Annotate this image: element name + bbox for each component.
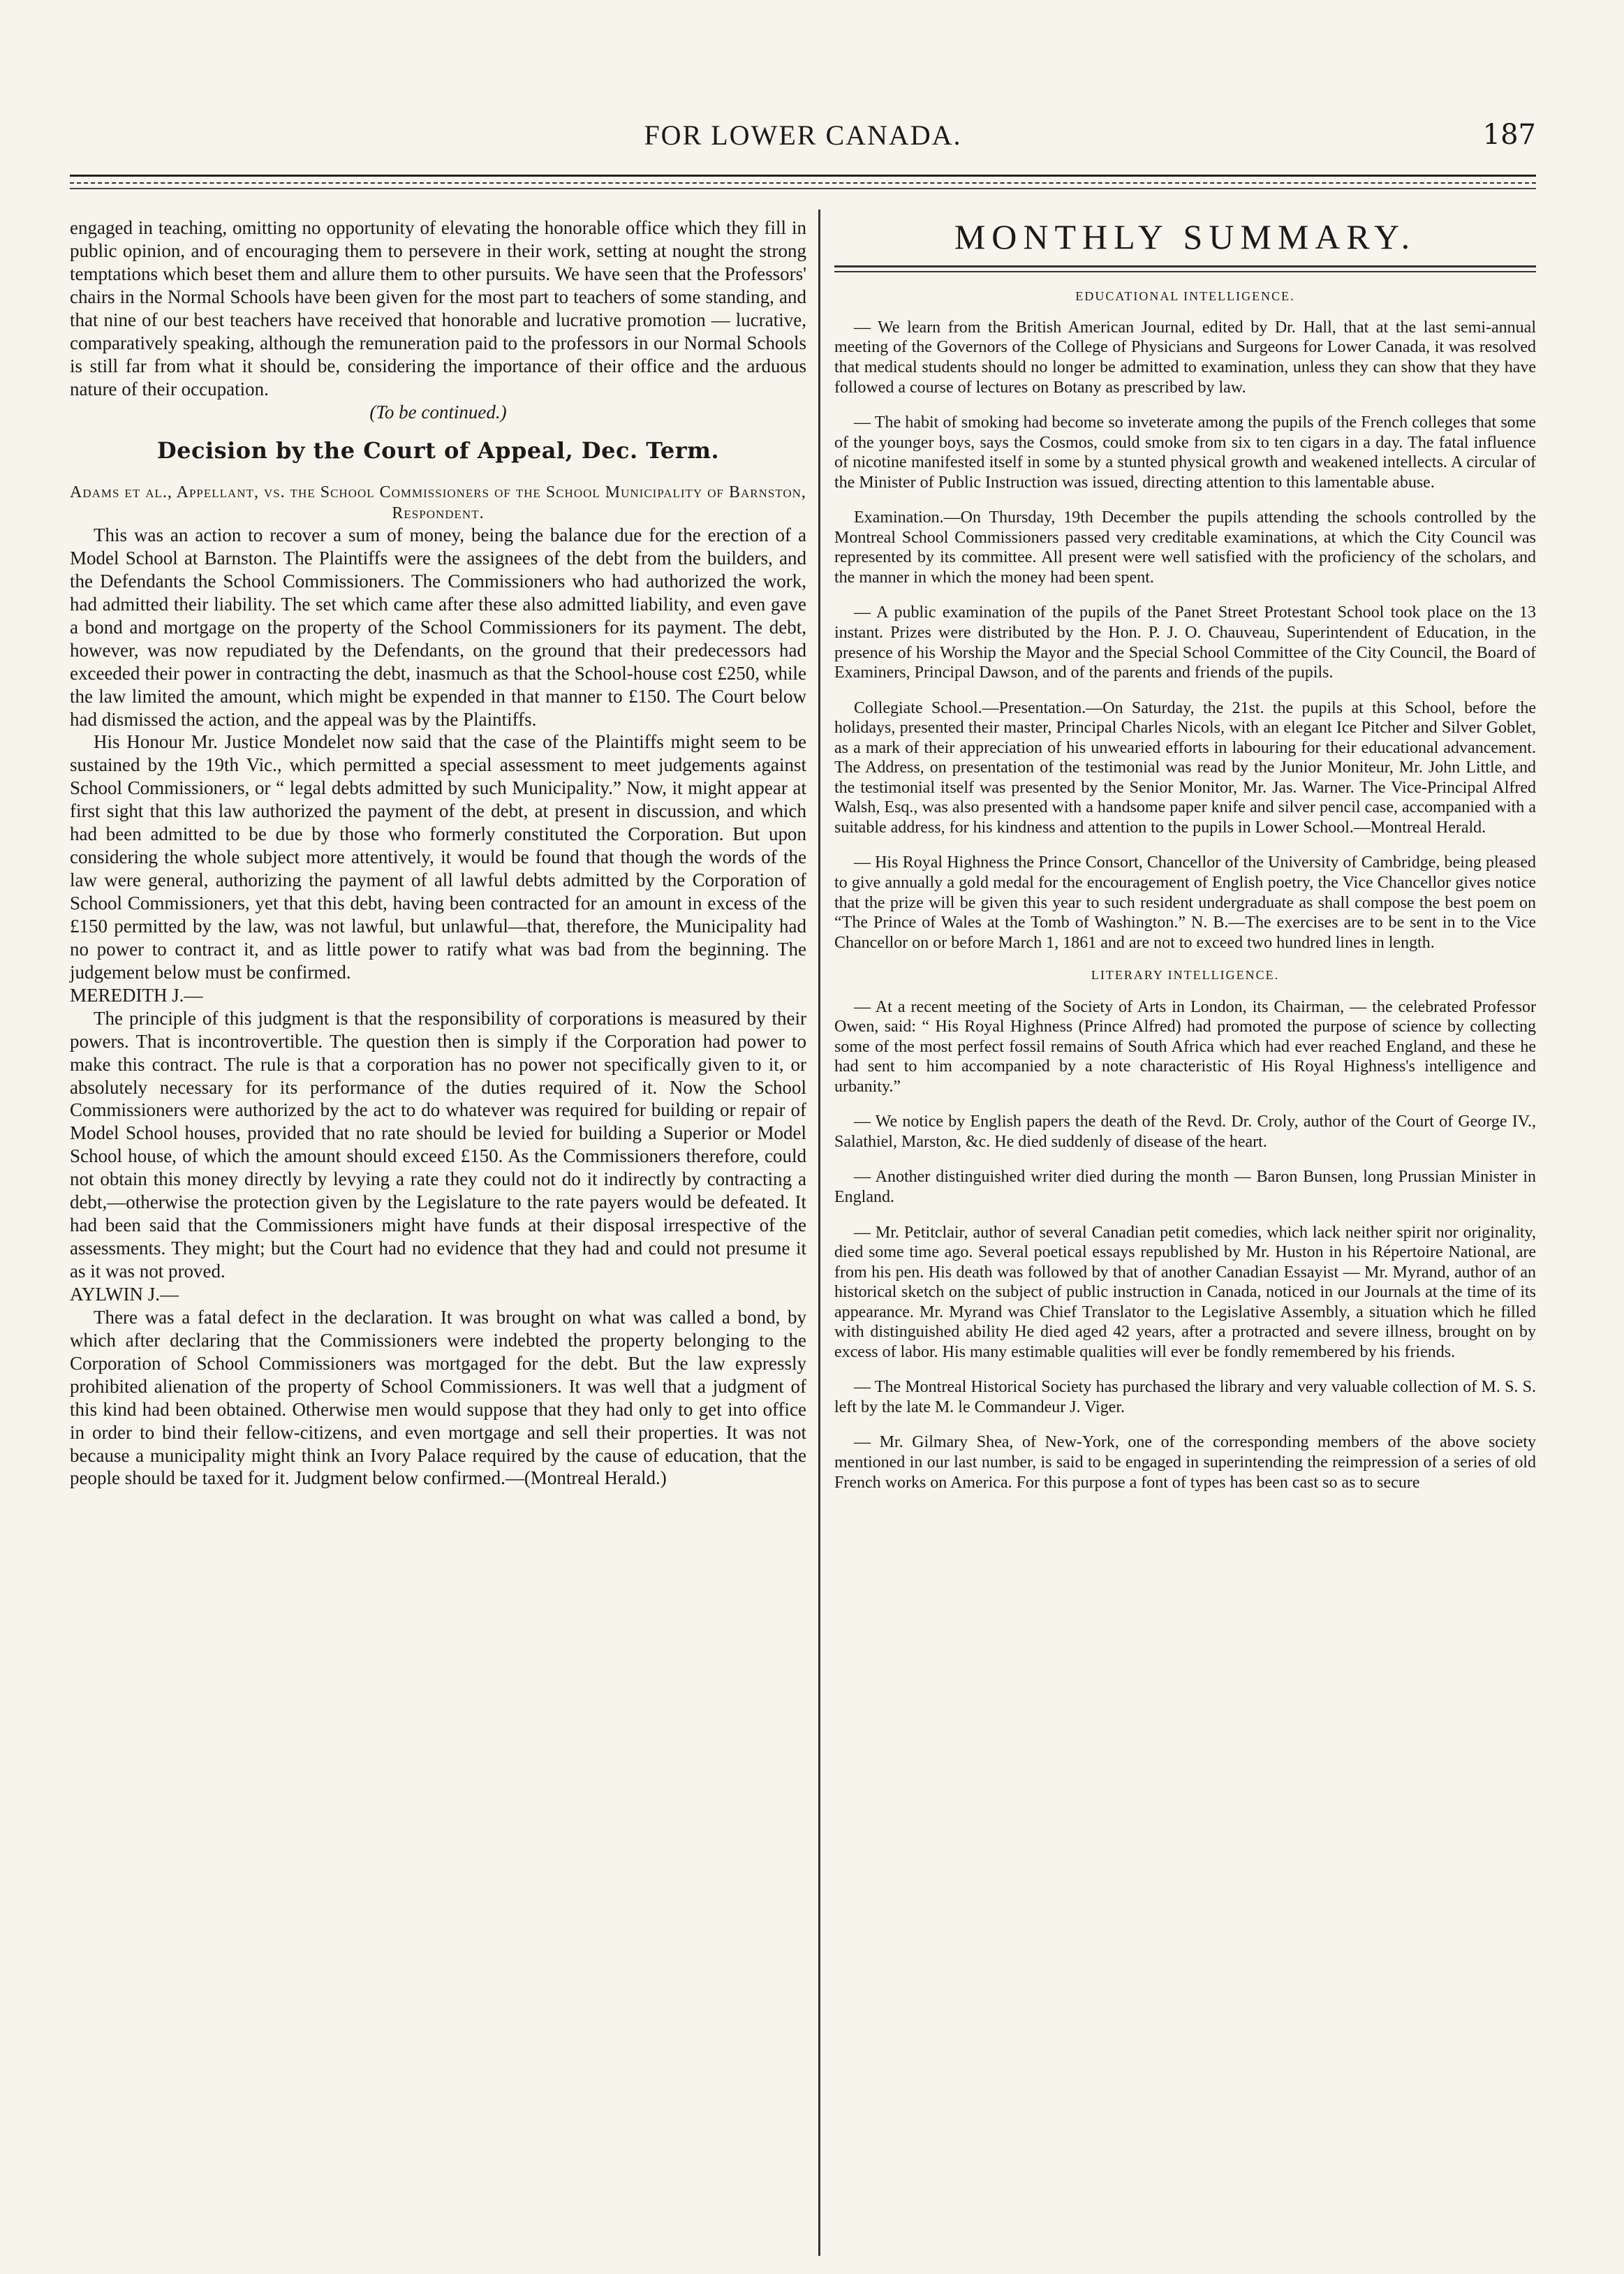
- judge-meredith: MEREDITH J.—: [70, 984, 203, 1006]
- news-item: — The habit of smoking had become so inveterate among the pupils of the French colleges that some of the younger boys, says the Cosmos, could smoke from six to ten cigars in a day. The fatal influence of nicotine manifested itself in some by a stunted physical growth and weakened intellects. A circular of the Minister of Public Instruction was issued, directing attention to this lamentable abuse.: [834, 413, 1536, 492]
- right-column: [834, 217, 1536, 1508]
- news-item: — His Royal Highness the Prince Consort, Chancellor of the University of Cambridge, being pleased to give annually a gold medal for the encouragement of English poetry, the Vice Chancellor gives notice that the prize will be given this year to such resident undergraduate as shall compose the best poem on “The Prince of Wales at the Tomb of Washington.” N. B.—The exercises are to be sent in to the Vice Chancellor on or before March 1, 1861 and are not to exceed two hundred lines in length.: [834, 853, 1536, 952]
- paragraph-facts: This was an action to recover a sum of money, being the balance due for the erection of a Model School at Barnston. The Plaintiffs were the assignees of the debt from the builders, and the Defendants the School Commissioners. The Commissioners who had authorized the work, had admitted their liability. The set which came after these also admitted liability, and even gave a bond and mortgage on the property of the School Commissioners for its payment. The debt, however, was now repudiated by the Defendants, on the ground that their predecessors had exceeded their power in contracting the debt, inasmuch as that the School-house cost £250, while the law limited the amount, which might be expended in that manner to £150. The Court below had dismissed the action, and the appeal was by the Plaintiffs.: [70, 525, 806, 730]
- news-item: Collegiate School.—Presentation.—On Saturday, the 21st. the pupils at this School, before the holidays, presented their master, Principal Charles Nicols, with an elegant Ice Pitcher and Silver Goblet, as a mark of their appreciation of his unwearied efforts in labouring for their educational advancement. The Address, on presentation of the testimonial was read by the Junior Moniteur, Mr. John Little, and the testimonial itself was presented by the Senior Monitor, Mr. Jas. Warner. The Vice-Principal Alfred Walsh, Esq., was also presented with a handsome paper knife and silver pencil case, accompanied with a suitable address, for his kindness and attention to the pupils in Lower School.—Montreal Herald.: [834, 698, 1536, 837]
- decision-heading: Decision by the Court of Appeal, Dec. Term.: [156, 437, 720, 464]
- paragraph-mondelet: His Honour Mr. Justice Mondelet now said that the case of the Plaintiffs might seem to be sustained by the 19th Vic., which permitted a special assessment to meet judgements against School Commissioners, or “ legal debts admitted by such Municipality.” Now, it might appear at first sight that this law authorized the payment of the debt, at present in discussion, and which had been admitted to be due by those who formerly constituted the Corporation. But upon considering the whole subject more attentively, it would be found that though the words of the law were general, authorizing the payment of all lawful debts admitted by the Corporation of School Commissioners, yet that this debt, having been contracted for an amount in excess of the £150 permitted by the law, was not lawful, but unlawful—that, therefore, the Municipality had no power to contract it, and as little power to ratify what was bad from the beginning. The judgement below must be confirmed.: [70, 731, 806, 983]
- news-item: — Mr. Petitclair, author of several Canadian petit comedies, which lack neither spirit nor originality, died some time ago. Several poetical essays republished by Mr. Huston in his Répertoire National, are from his pen. His death was followed by that of another Canadian Essayist — Mr. Myrand, author of an historical sketch on the subject of public instruction in Canada, noticed in our Journals at the time of its appearance. Mr. Myrand was Chief Translator to the Legislative Assembly, a situation which he filled with distinguished ability He died aged 42 years, after a protracted and severe illness, brought on by excess of labor. His many estimable qualities will ever be fondly remembered by his friends.: [834, 1223, 1536, 1361]
- left-column: [70, 217, 806, 1490]
- news-item: — We notice by English papers the death of the Revd. Dr. Croly, author of the Court of George IV., Salathiel, Marston, &c. He died suddenly of disease of the heart.: [834, 1113, 1536, 1151]
- paragraph-aylwin: There was a fatal defect in the declaration. It was brought on what was called a bond, by which after declaring that the Commissioners were indebted the property belonging to the Corporation of School Commissioners was mortgaged for the debt. But the law expressly prohibited alienation of the property of School Commissioners. It was well that a judgment of this kind had been obtained. Otherwise men would suppose that they had only to get into office in order to bind their fellow-citizens, and even mortgage and sell their properties. It was not because a municipality might think an Ivory Palace required by the cause of education, that the people should be taxed for it. Judgment below confirmed.—(Montreal Herald.): [70, 1306, 806, 1489]
- header-rule-top: [70, 175, 1536, 177]
- column-divider: [818, 210, 820, 2256]
- paragraph-meredith: The principle of this judgment is that the responsibility of corporations is measured by their powers. That is incontrovertible. The question then is simply if the Corporation had power to make this contract. The rule is that a corporation has no power not specifically given to it, or absolutely necessary for its performance of the duties required of it. Now the School Commissioners were authorized by the act to do whatever was required for building or repair of Model School houses, provided that no rate should be levied for building a Superior or Model School house, of which the amount should exceed £150. As the Commissioners therefore, could not obtain this money directly by levying a rate they could not do it indirectly by contracting a debt,—otherwise the protection given by the Legislature to the rate payers would be defeated. It had been said that the Commissioners might have funds at their disposal irrespective of the assessments. They might; but the Court had no evidence that they had and could not presume it as it was not proved.: [70, 1007, 806, 1282]
- summary-rule: [834, 265, 1536, 272]
- news-item: — A public examination of the pupils of the Panet Street Protestant School took place on the 13 instant. Prizes were distributed by the Hon. P. J. O. Chauveau, Superintendent of Education, in the presence of his Worship the Mayor and the Special School Committee of the City Council, the Board of Examiners, Principal Dawson, and of the parents and friends of the pupils.: [834, 603, 1536, 682]
- case-title: Adams et al., Appellant, vs. the School Commissioners of the School Municipality of Barnston, Respondent.: [70, 483, 806, 522]
- news-item: Examination.—On Thursday, 19th December the pupils attending the schools controlled by the Montreal School Commissioners passed very creditable examinations, at which the City Council was represented by its committee. All present were well satisfied with the proficiency of the scholars, and the manner in which the money had been spent.: [834, 508, 1536, 587]
- header-rule-bottom: [70, 188, 1536, 189]
- monthly-summary-title: MONTHLY SUMMARY.: [954, 217, 1417, 256]
- page-header: [70, 119, 1536, 168]
- educational-heading: EDUCATIONAL INTELLIGENCE.: [1075, 288, 1295, 303]
- to-be-continued: (To be continued.): [369, 401, 507, 423]
- news-item: — At a recent meeting of the Society of Arts in London, its Chairman, — the celebrated Professor Owen, said: “ His Royal Highness (Prince Alfred) had promoted the purpose of science by collecting some of the most perfect fossil remains of South Africa which had ever reached England, and these he had sent to him accompanied by a note characteristic of His Royal Highness's intelligence and urbanity.”: [834, 997, 1536, 1096]
- header-rules: [70, 175, 1536, 189]
- literary-heading: LITERARY INTELLIGENCE.: [1091, 968, 1280, 983]
- news-item: — We learn from the British American Journal, edited by Dr. Hall, that at the last semi-annual meeting of the Governors of the College of Physicians and Surgeons for Lower Canada, it was resolved that medical students should no longer be admitted to examination, unless they can show that they have followed a course of lectures on Botany as prescribed by law.: [834, 318, 1536, 397]
- header-rule-dashed: [70, 182, 1536, 184]
- news-item: — The Montreal Historical Society has purchased the library and very valuable collection of M. S. S. left by the late M. le Commandeur J. Viger.: [834, 1378, 1536, 1416]
- judge-aylwin: AYLWIN J.—: [70, 1283, 179, 1305]
- page-number: 187: [1482, 119, 1536, 151]
- paragraph-continued: engaged in teaching, omitting no opportunity of elevating the honorable office which they fill in public opinion, and of encouraging them to persevere in their work, setting at nought the strong temptations which beset them and allure them to other pursuits. We have seen that the Professors' chairs in the Normal Schools have been given for the most part to teachers of some standing, and that nine of our best teachers have received that honorable and lucrative promotion — lucrative, comparatively speaking, although the remuneration paid to the professors in our Normal Schools is still far from what it should be, considering the importance of their office and the arduous nature of their occupation.: [70, 217, 806, 399]
- news-item: — Another distinguished writer died during the month — Baron Bunsen, long Prussian Minister in England.: [834, 1168, 1536, 1206]
- running-title: FOR LOWER CANADA.: [644, 119, 962, 151]
- news-item: — Mr. Gilmary Shea, of New-York, one of the corresponding members of the above society mentioned in our last number, is said to be engaged in superintending the reimpression of a series of old French works on America. For this purpose a font of types has been cast so as to secure: [834, 1433, 1536, 1492]
